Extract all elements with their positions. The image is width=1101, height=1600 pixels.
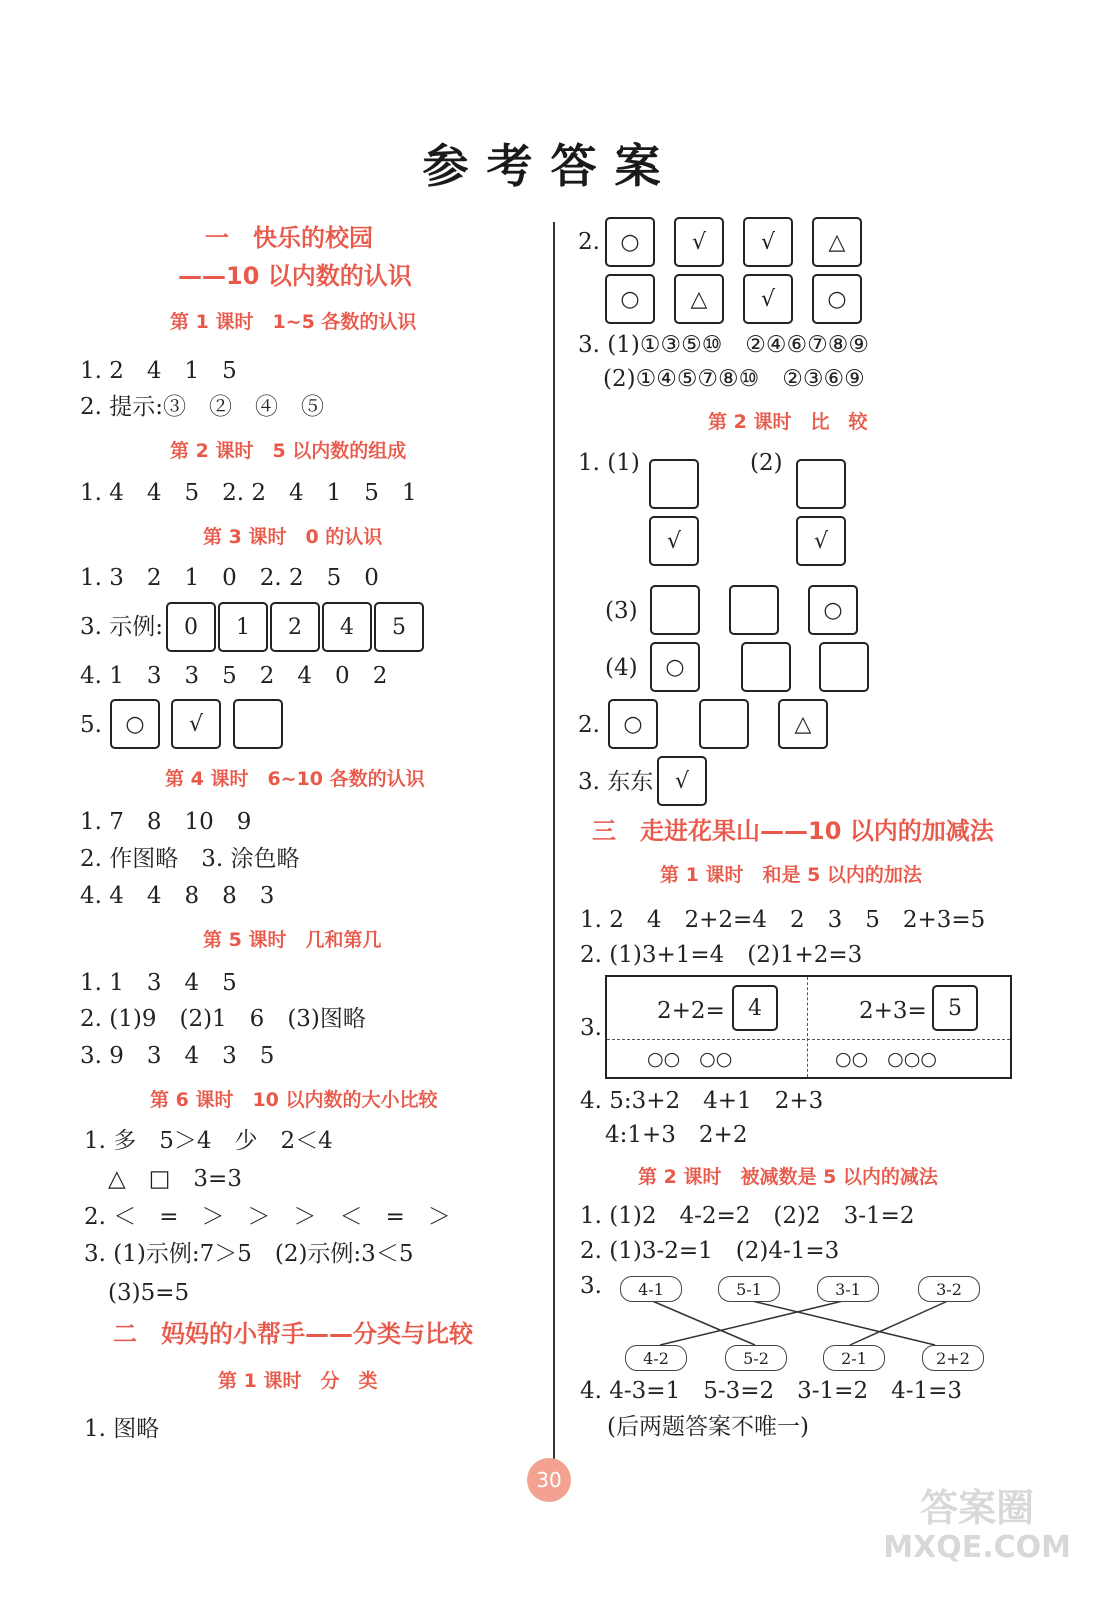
answer-box: √ xyxy=(796,516,846,566)
answer-l5-3: 3. 9 3 4 3 5 xyxy=(80,1043,275,1069)
unit2-title: 二 妈妈的小帮手——分类与比较 xyxy=(113,1320,473,1348)
mouse-bubble: 2+2 xyxy=(922,1345,984,1371)
answer-box: 5 xyxy=(932,985,978,1031)
answer-u3l2-4: 4. 4-3=1 5-3=2 3-1=2 4-1=3 xyxy=(580,1378,963,1404)
answer-u3l1-2: 2. (1)3+1=4 (2)1+2=3 xyxy=(580,942,863,968)
answer-u3l2-3-label: 3. xyxy=(580,1273,602,1299)
match-line xyxy=(650,1300,755,1345)
lesson6-title: 第 6 课时 10 以内数的大小比较 xyxy=(150,1089,438,1111)
answer-l3-1: 1. 3 2 1 0 2. 2 5 0 xyxy=(80,565,379,591)
answer-box: 4 xyxy=(322,602,372,652)
match-line xyxy=(660,1300,847,1345)
column-divider xyxy=(553,222,555,1467)
answer-l6-3b: (3)5=5 xyxy=(108,1280,190,1306)
answer-u3l1-4b: 4:1+3 2+2 xyxy=(605,1122,748,1148)
answer-box xyxy=(650,585,700,635)
lesson3-title: 第 3 课时 0 的认识 xyxy=(203,526,383,548)
watermark-url: MXQE.COM xyxy=(883,1530,1071,1565)
right-lesson2-title: 第 2 课时 比 较 xyxy=(708,411,868,433)
watermark-logo xyxy=(883,1488,1071,1568)
q1-part3-label: (3) xyxy=(605,598,638,624)
answer-l6-3: 3. (1)示例:7＞5 (2)示例:3＜5 xyxy=(84,1241,414,1267)
answer-box: ○ xyxy=(110,699,160,749)
answer-l3-4: 4. 1 3 3 5 2 4 0 2 xyxy=(80,663,388,689)
q3-label: 3. 东东 xyxy=(578,769,654,795)
answer-l5-2: 2. (1)9 (2)1 6 (3)图略 xyxy=(80,1006,366,1032)
page-title: 参考答案 xyxy=(422,139,679,193)
unit3-lesson1-title: 第 1 课时 和是 5 以内的加法 xyxy=(660,864,922,886)
answer-l4-4: 4. 4 4 8 8 3 xyxy=(80,883,275,909)
answer-u3l2-4b: (后两题答案不唯一) xyxy=(607,1414,809,1440)
lesson1-title: 第 1 课时 1~5 各数的认识 xyxy=(170,311,417,333)
lesson5-title: 第 5 课时 几和第几 xyxy=(203,929,382,951)
answer-r3-a: 3. (1)①③⑤⑩ ②④⑥⑦⑧⑨ xyxy=(578,332,870,358)
answer-l6-1: 1. 多 5＞4 少 2＜4 xyxy=(84,1128,333,1154)
answer-l6-2: 2. ＜ = ＞ ＞ ＞ ＜ = ＞ xyxy=(84,1204,451,1230)
answer-u3l1-4: 4. 5:3+2 4+1 2+3 xyxy=(580,1088,824,1114)
answer-box xyxy=(649,459,699,509)
answer-u3l1-1: 1. 2 4 2+2=4 2 3 5 2+3=5 xyxy=(580,907,986,933)
table-divider xyxy=(607,1039,1010,1040)
answer-box: 0 xyxy=(166,602,216,652)
answer-u3l2-1: 1. (1)2 4-2=2 (2)2 3-1=2 xyxy=(580,1203,915,1229)
table-divider xyxy=(807,977,808,1077)
answer-l1-1: 1. 2 4 1 5 xyxy=(80,358,237,384)
answer-box: △ xyxy=(674,274,724,324)
watermark-text: 答案圈 xyxy=(920,1486,1035,1530)
mouse-bubble: 2-1 xyxy=(823,1345,885,1371)
answer-l3-3-label: 3. 示例: xyxy=(80,614,164,640)
answer-box: 4 xyxy=(732,985,778,1031)
unit1-subtitle: ——10 以内数的认识 xyxy=(178,262,412,290)
answer-box: √ xyxy=(674,217,724,267)
lesson4-title: 第 4 课时 6~10 各数的认识 xyxy=(165,768,425,790)
answer-l2-1: 1. 4 4 5 2. 2 4 1 5 1 xyxy=(80,480,417,506)
answer-box: √ xyxy=(743,217,793,267)
unit3-title: 三 走进花果山——10 以内的加减法 xyxy=(592,817,994,845)
unit3-lesson2-title: 第 2 课时 被减数是 5 以内的减法 xyxy=(638,1166,938,1188)
addition-table xyxy=(605,975,1012,1079)
answer-l3-5-label: 5. xyxy=(80,712,102,738)
answer-box: √ xyxy=(743,274,793,324)
answer-box: ○ xyxy=(650,642,700,692)
answer-box xyxy=(699,699,749,749)
unit1-title: 一 快乐的校园 xyxy=(205,224,373,252)
answer-box: 1 xyxy=(218,602,268,652)
answer-l4-2: 2. 作图略 3. 涂色略 xyxy=(80,846,300,872)
answer-box xyxy=(741,642,791,692)
answer-box: √ xyxy=(657,756,707,806)
match-line xyxy=(748,1300,935,1345)
answer-box: ○ xyxy=(608,699,658,749)
answer-l6-1b: △ □ 3=3 xyxy=(108,1166,242,1192)
answer-r3-b: (2)①④⑤⑦⑧⑩ ②③⑥⑨ xyxy=(603,366,865,392)
answer-box: 5 xyxy=(374,602,424,652)
answer-box: 2 xyxy=(270,602,320,652)
answer-box: △ xyxy=(812,217,862,267)
answer-r2-label: 2. xyxy=(578,229,600,255)
answer-u2l1-1: 1. 图略 xyxy=(84,1416,160,1442)
answer-box xyxy=(233,699,283,749)
answer-box: ○ xyxy=(808,585,858,635)
match-line xyxy=(850,1300,950,1345)
table-equation: 2+3= xyxy=(859,998,927,1024)
answer-box: √ xyxy=(649,516,699,566)
answer-box: ○ xyxy=(605,274,655,324)
page-number: 30 xyxy=(527,1458,571,1502)
answer-u3l2-2: 2. (1)3-2=1 (2)4-1=3 xyxy=(580,1238,840,1264)
mouse-bubble: 4-2 xyxy=(625,1345,687,1371)
answer-box: ○ xyxy=(605,217,655,267)
answer-box: √ xyxy=(171,699,221,749)
bubble-top: 4-1 xyxy=(620,1276,682,1302)
unit2-lesson1-title: 第 1 课时 分 类 xyxy=(218,1370,378,1392)
lesson2-title: 第 2 课时 5 以内数的组成 xyxy=(170,440,407,462)
bubble-top: 5-1 xyxy=(718,1276,780,1302)
answer-box xyxy=(819,642,869,692)
q1-label: 1. (1) xyxy=(578,450,640,476)
answer-box: ○ xyxy=(812,274,862,324)
answer-l1-2: 2. 提示:③ ② ④ ⑤ xyxy=(80,394,325,420)
q1-part2-label: (2) xyxy=(750,450,783,476)
table-dots: ○○ ○○○ xyxy=(835,1048,937,1070)
bubble-top: 3-2 xyxy=(918,1276,980,1302)
q2-label: 2. xyxy=(578,712,600,738)
mouse-bubble: 5-2 xyxy=(725,1345,787,1371)
answer-box: △ xyxy=(778,699,828,749)
bubble-top: 3-1 xyxy=(817,1276,879,1302)
answer-box xyxy=(796,459,846,509)
answer-box xyxy=(729,585,779,635)
q1-part4-label: (4) xyxy=(605,655,638,681)
answer-l4-1: 1. 7 8 10 9 xyxy=(80,809,252,835)
answer-u3l1-3-label: 3. xyxy=(580,1015,602,1041)
table-equation: 2+2= xyxy=(657,998,725,1024)
answer-l5-1: 1. 1 3 4 5 xyxy=(80,970,237,996)
table-dots: ○○ ○○ xyxy=(647,1048,733,1070)
